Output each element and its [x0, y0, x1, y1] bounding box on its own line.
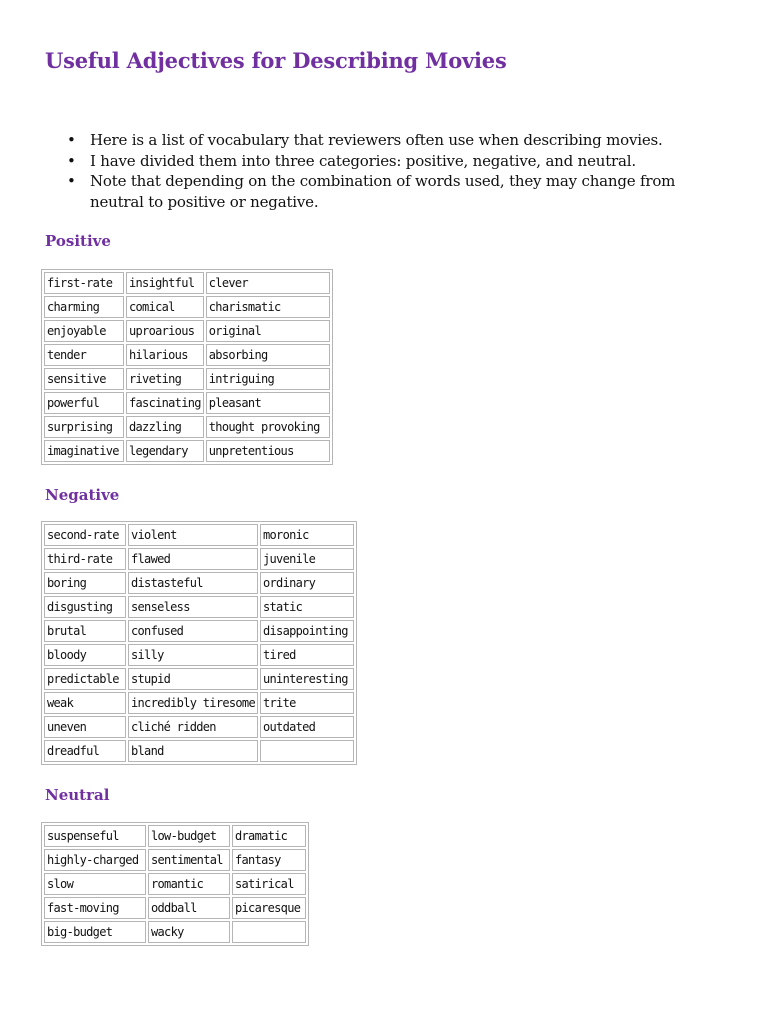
table-cell: pleasant — [206, 392, 330, 414]
table-cell: incredibly tiresome — [128, 692, 258, 714]
table-cell: confused — [128, 620, 258, 642]
page-title: Useful Adjectives for Describing Movies — [45, 48, 507, 73]
table-row — [44, 692, 354, 714]
bullet-item: • Note that depending on the combination of words used, they may change from neutral to positive or negative. — [90, 171, 730, 212]
table-cell: distasteful — [128, 572, 258, 594]
table-cell: disappointing — [260, 620, 354, 642]
table-cell: violent — [128, 524, 258, 546]
table-cell: unpretentious — [206, 440, 330, 462]
table-row — [44, 849, 306, 871]
table-cell: juvenile — [260, 548, 354, 570]
table-cell: slow — [44, 873, 146, 895]
table-cell: legendary — [126, 440, 204, 462]
table-row — [44, 524, 354, 546]
table-cell: ordinary — [260, 572, 354, 594]
table-cell: boring — [44, 572, 126, 594]
table-row — [44, 368, 330, 390]
table-cell: dreadful — [44, 740, 126, 762]
table-cell: disgusting — [44, 596, 126, 618]
table-cell: brutal — [44, 620, 126, 642]
table-row — [44, 440, 330, 462]
table-row — [44, 825, 306, 847]
bullet-item: • I have divided them into three categories: positive, negative, and neutral. — [90, 151, 730, 172]
table-cell: static — [260, 596, 354, 618]
table-row — [44, 344, 330, 366]
table-cell: uproarious — [126, 320, 204, 342]
table-cell: bloody — [44, 644, 126, 666]
table-row — [44, 620, 354, 642]
table-cell: hilarious — [126, 344, 204, 366]
table-cell: weak — [44, 692, 126, 714]
table-row — [44, 392, 330, 414]
neutral-table — [41, 822, 309, 946]
table-cell: flawed — [128, 548, 258, 570]
table-cell: big-budget — [44, 921, 146, 943]
table-cell: dazzling — [126, 416, 204, 438]
table-cell: surprising — [44, 416, 124, 438]
table-cell: riveting — [126, 368, 204, 390]
table-cell: low-budget — [148, 825, 230, 847]
table-cell: original — [206, 320, 330, 342]
negative-table — [41, 521, 357, 765]
table-row — [44, 548, 354, 570]
table-row — [44, 320, 330, 342]
table-cell: picaresque — [232, 897, 306, 919]
table-cell: oddball — [148, 897, 230, 919]
table-cell: powerful — [44, 392, 124, 414]
table-row — [44, 296, 330, 318]
table-cell: comical — [126, 296, 204, 318]
table-row — [44, 596, 354, 618]
table-cell: tired — [260, 644, 354, 666]
table-cell: moronic — [260, 524, 354, 546]
table-row — [44, 716, 354, 738]
table-cell: second-rate — [44, 524, 126, 546]
table-row — [44, 740, 354, 762]
positive-heading: Positive — [45, 232, 111, 250]
table-cell: charismatic — [206, 296, 330, 318]
table-cell: sensitive — [44, 368, 124, 390]
table-row — [44, 921, 306, 943]
table-cell: insightful — [126, 272, 204, 294]
table-cell: suspenseful — [44, 825, 146, 847]
table-cell: outdated — [260, 716, 354, 738]
table-cell: third-rate — [44, 548, 126, 570]
table-cell: satirical — [232, 873, 306, 895]
intro-bullet-list — [90, 130, 730, 212]
table-cell — [232, 921, 306, 943]
bullet-item: • Here is a list of vocabulary that reviewers often use when describing movies. — [90, 130, 730, 151]
table-row — [44, 668, 354, 690]
table-cell: dramatic — [232, 825, 306, 847]
table-cell: enjoyable — [44, 320, 124, 342]
table-cell: bland — [128, 740, 258, 762]
table-cell: absorbing — [206, 344, 330, 366]
table-cell: trite — [260, 692, 354, 714]
negative-heading: Negative — [45, 486, 120, 504]
table-row — [44, 873, 306, 895]
table-cell: fantasy — [232, 849, 306, 871]
table-cell — [260, 740, 354, 762]
table-cell: charming — [44, 296, 124, 318]
neutral-heading: Neutral — [45, 786, 110, 804]
table-cell: fascinating — [126, 392, 204, 414]
table-row — [44, 644, 354, 666]
table-cell: imaginative — [44, 440, 124, 462]
table-cell: silly — [128, 644, 258, 666]
table-cell: fast-moving — [44, 897, 146, 919]
table-cell: senseless — [128, 596, 258, 618]
table-cell: sentimental — [148, 849, 230, 871]
table-cell: predictable — [44, 668, 126, 690]
table-cell: wacky — [148, 921, 230, 943]
table-row — [44, 572, 354, 594]
table-cell: tender — [44, 344, 124, 366]
table-cell: first-rate — [44, 272, 124, 294]
positive-table — [41, 269, 333, 465]
table-row — [44, 272, 330, 294]
table-row — [44, 416, 330, 438]
table-cell: cliché ridden — [128, 716, 258, 738]
table-cell: intriguing — [206, 368, 330, 390]
table-cell: highly-charged — [44, 849, 146, 871]
table-row — [44, 897, 306, 919]
table-cell: stupid — [128, 668, 258, 690]
table-cell: uneven — [44, 716, 126, 738]
table-cell: romantic — [148, 873, 230, 895]
table-cell: clever — [206, 272, 330, 294]
table-cell: uninteresting — [260, 668, 354, 690]
table-cell: thought provoking — [206, 416, 330, 438]
